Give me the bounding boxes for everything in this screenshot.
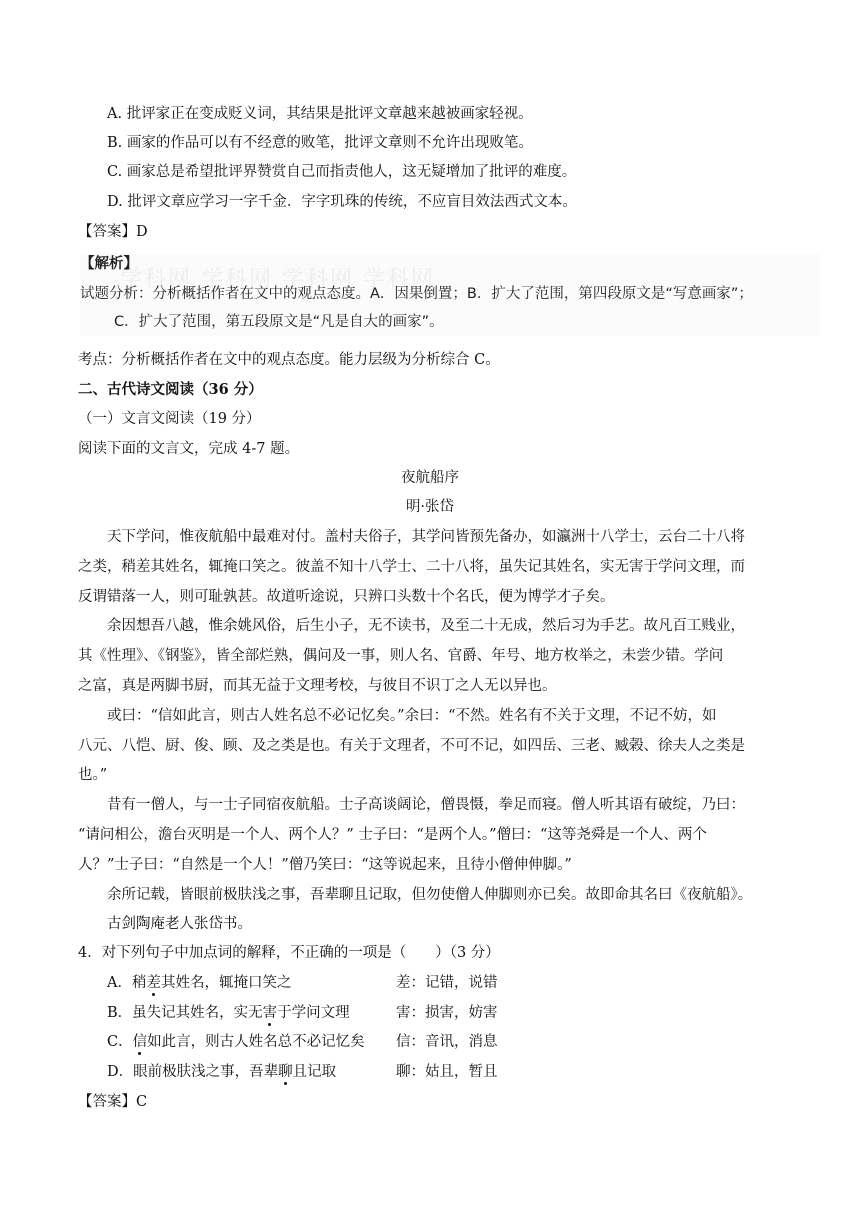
passage-line: 古剑陶庵老人张岱书。 [107, 916, 252, 932]
q3-option-a: A. 批评家正在变成贬义词，其结果是批评文章越来越被画家轻视。 [107, 106, 533, 122]
q4-gloss-b: 害：损害，妨害 [396, 1005, 498, 1021]
q3-option-d: D. 批评文章应学习一字千金．字字玑珠的传统，不应盲目效法西式文本。 [107, 194, 577, 210]
passage-line: 也。” [78, 767, 108, 783]
passage-title: 夜航船序 [401, 470, 459, 486]
q4-gloss-d: 聊：姑且，暂且 [396, 1064, 498, 1080]
passage-line: 反谓错落一人，则可耻孰甚。故道听途说，只辨口头数十个名氏，便为博学才子矣。 [78, 589, 615, 605]
analysis-line-1: 试题分析：分析概括作者在文中的观点态度。A．因果倒置；B．扩大了范围，第四段原文是“写意画家”； [80, 286, 753, 302]
dotted-word: 差 [146, 975, 161, 991]
passage-line: 八元、八恺、厨、俊、顾、及之类是也。有关于文理者，不可不记，如四岳、三老、臧榖、徐夫人之类是 [78, 738, 745, 754]
subsection-title: （一）文言文阅读（19 分） [78, 411, 261, 427]
q4-answer: 【答案】C [78, 1094, 148, 1110]
analysis-line-2: C．扩大了范围，第五段原文是“凡是自大的画家”。 [114, 314, 444, 330]
passage-author: 明·张岱 [405, 499, 455, 515]
q3-answer: 【答案】D [78, 224, 148, 240]
kaodian: 考点：分析概括作者在文中的观点态度。能力层级为分析综合 C。 [78, 352, 500, 368]
q4-gloss-c: 信：音讯，消息 [396, 1034, 498, 1050]
passage-line: 余因想吾八越，惟余姚风俗，后生小子，无不读书，及至二十无成，然后习为手艺。故凡百工贱业， [107, 618, 745, 634]
dotted-word: 害 [262, 1005, 278, 1021]
q3-option-c: C. 画家总是希望批评界赞赏自己而指责他人，这无疑增加了批评的难度。 [107, 164, 577, 180]
passage-line: 之类，稍差其姓名，辄掩口笑之。彼盖不知十八学士、二十八将，虽失记其姓名，实无害于学问文理，而 [78, 559, 745, 575]
q4-option-c: C．信如此言，则古人姓名总不必记忆矣 [107, 1034, 365, 1050]
passage-line: 或曰：“信如此言，则古人姓名总不必记忆矣。”余曰：“不然。姓名有不关于文理，不记不妨，如 [107, 708, 717, 724]
q3-option-b: B. 画家的作品可以有不经意的败笔，批评文章则不允许出现败笔。 [107, 135, 533, 151]
passage-line: 人？”士子曰：“自然是一个人！”僧乃笑曰：“这等说起来，且待小僧伸伸脚。” [78, 857, 572, 873]
passage-line: 昔有一僧人，与一士子同宿夜航船。士子高谈阔论，僧畏慑，拳足而寝。僧人听其语有破绽，乃曰： [107, 797, 745, 813]
q4-option-a: A．稍差其姓名，辄掩口笑之 [107, 975, 292, 991]
passage-line: 其《性理》、《钢鉴》，皆全部烂熟，偶问及一事，则人名、官爵、年号、地方枚举之，未尝少错。学问 [78, 648, 724, 664]
passage-line: “请问相公，澹台灭明是一个人、两个人？” 士子曰：“是两个人。”僧曰：“这等尧舜是一个人、两个 [78, 827, 707, 843]
q4-option-d: D．眼前极肤浅之事，吾辈聊且记取 [107, 1064, 337, 1080]
instruction: 阅读下面的文言文，完成 4-7 题。 [78, 441, 300, 457]
analysis-label: 【解析】 [80, 256, 138, 272]
q4-option-b: B．虽失记其姓名，实无害于学问文理 [107, 1005, 350, 1021]
q4-stem: 4．对下列句子中加点词的解释，不正确的一项是（ ）（3 分） [78, 945, 500, 961]
analysis-watermark: 学科网 学科网 学科网 学科网 [120, 267, 435, 292]
passage-line: 之富，真是两脚书厨，而其无益于文理考校，与彼目不识丁之人无以异也。 [78, 678, 557, 694]
analysis-image [80, 254, 820, 336]
dotted-word: 聊 [278, 1064, 293, 1080]
section-title: 二、古代诗文阅读（36 分） [78, 381, 263, 398]
passage-line: 天下学问，惟夜航船中最难对付。盖村夫俗子，其学问皆预先备办，如瀛洲十八学士，云台二十八将 [107, 529, 745, 545]
passage-line: 余所记载，皆眼前极肤浅之事，吾辈聊且记取，但勿使僧人伸脚则亦已矣。故即命其名曰《夜航船》。 [107, 887, 753, 903]
dotted-word: 信 [132, 1034, 148, 1050]
q4-gloss-a: 差：记错，说错 [396, 975, 498, 991]
